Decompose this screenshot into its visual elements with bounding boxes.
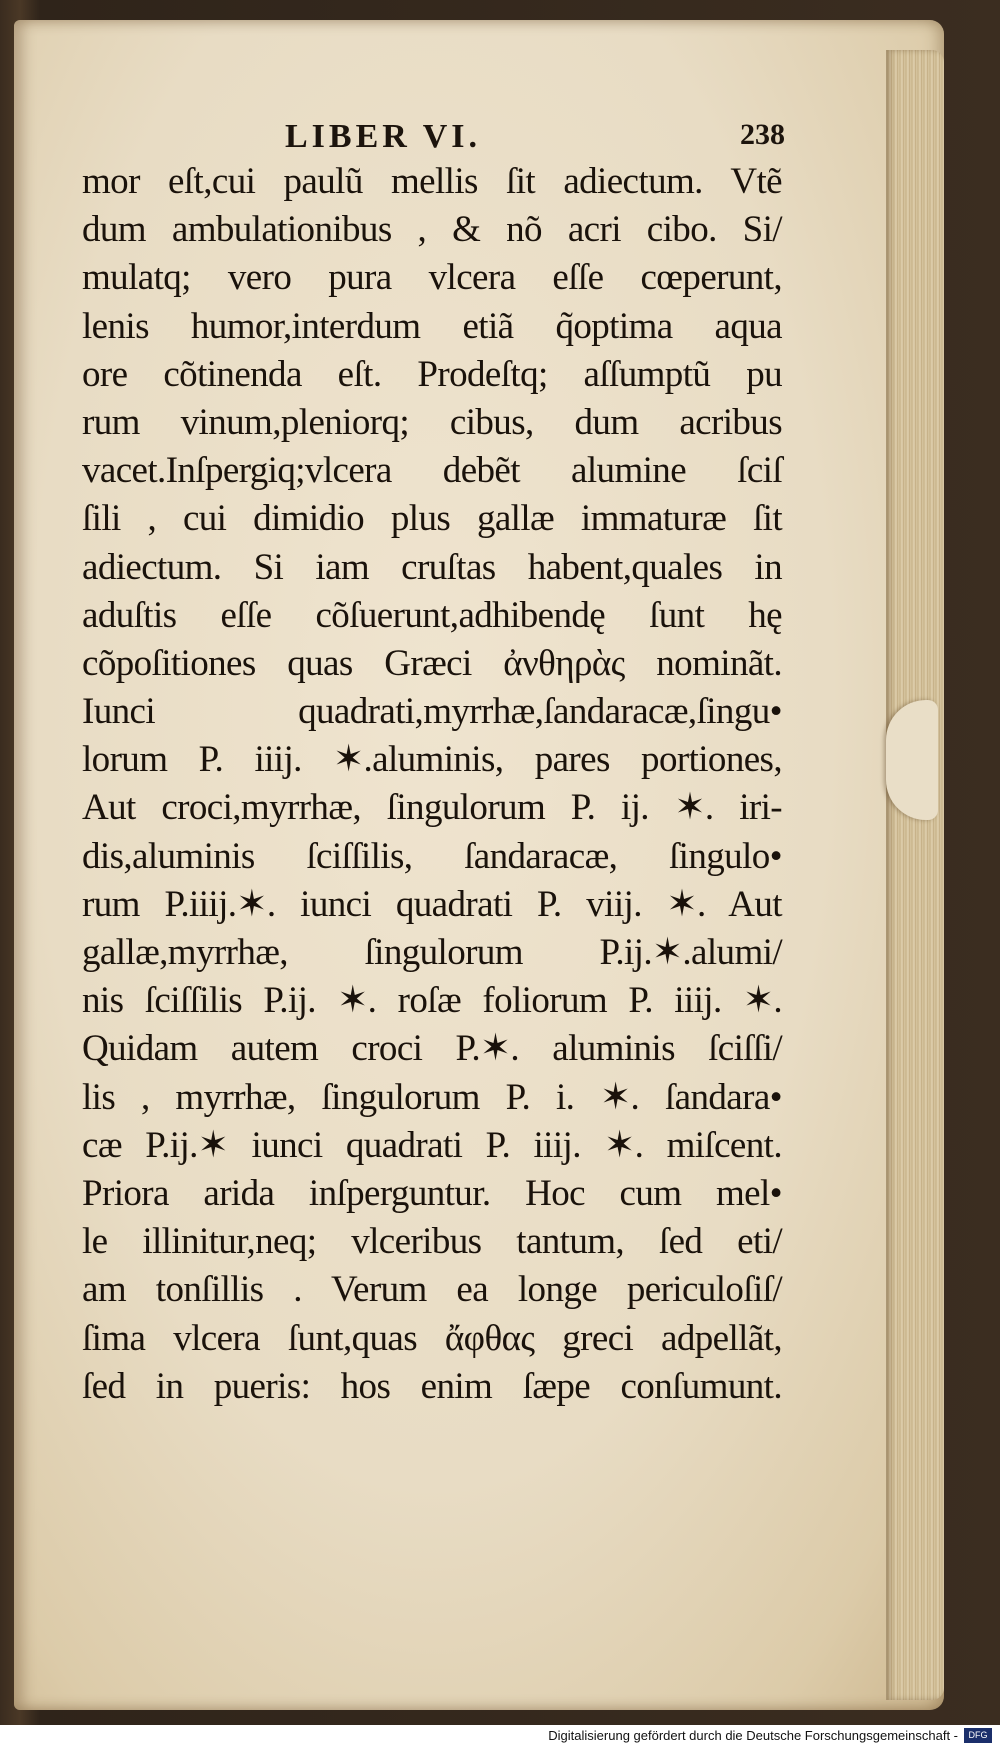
page-fore-edge: [886, 50, 944, 1700]
text-line: adiectum. Si iam cruſtas habent,quales in: [82, 546, 782, 588]
running-head-title: LIBER VI.: [285, 118, 481, 155]
text-line: mulatq; vero pura vlcera eſſe cœperunt,: [82, 257, 782, 299]
text-line: rum vinum,pleniorq; cibus, dum acribus: [82, 401, 782, 443]
text-line: ſili , cui dimidio plus gallæ immaturæ ſit: [82, 498, 782, 540]
text-line: ſed in pueris: hos enim ſæpe conſumunt.: [82, 1365, 782, 1407]
text-line: Aut croci,myrrhæ, ſingulorum P. ij. ✶. iri-: [82, 787, 782, 829]
text-line: ſima vlcera ſunt,quas ἄφθας greci adpellãt,: [82, 1317, 782, 1359]
text-line: rum P.iiij.✶. iunci quadrati P. viij. ✶. Aut: [82, 883, 782, 925]
text-line: am tonſillis . Verum ea longe periculoſiſ/: [82, 1269, 782, 1311]
text-line: vacet.Inſpergiq;vlcera debẽt alumine ſciſ: [82, 450, 782, 492]
text-line: Iunci quadrati,myrrhæ,ſandaracæ,ſingu•: [82, 691, 782, 733]
folio-number: 238: [740, 118, 785, 151]
text-line: lenis humor,interdum etiã q̃optima aqua: [82, 305, 782, 347]
text-line: dis,aluminis ſciſſilis, ſandaracæ, ſingulo•: [82, 835, 782, 877]
text-line: gallæ,myrrhæ, ſingulorum P.ij.✶.alumi/: [82, 932, 782, 973]
book-clasp: [886, 700, 938, 820]
text-line: nis ſciſſilis P.ij. ✶. roſæ foliorum P. iiij. ✶.: [82, 980, 782, 1022]
text-line: cæ P.ij.✶ iunci quadrati P. iiij. ✶. miſcent.: [82, 1124, 782, 1166]
digitization-footer: [0, 1725, 1000, 1747]
text-line: cõpoſitiones quas Græci ἀνθηρὰς nominãt.: [82, 642, 782, 684]
footer-credit-text: Digitalisierung gefördert durch die Deutsche Forschungsgemeinschaft -: [548, 1728, 958, 1743]
text-line: ore cõtinenda eſt. Prodeſtq; aſſumptũ pu: [82, 353, 782, 395]
text-line: Priora arida inſperguntur. Hoc cum mel•: [82, 1172, 782, 1214]
text-line: aduſtis eſſe cõſuerunt,adhibendę ſunt hę: [82, 594, 782, 636]
text-line: mor eſt,cui paulũ mellis ſit adiectum. Vtẽ: [82, 161, 782, 202]
text-block: [82, 158, 782, 1411]
text-line: lorum P. iiij. ✶.aluminis, pares portiones,: [82, 739, 782, 781]
text-line: le illinitur,neq; vlceribus tantum, ſed eti/: [82, 1221, 782, 1263]
text-line: Quidam autem croci P.✶. aluminis ſciſſi/: [82, 1028, 782, 1070]
dfg-logo: DFG: [964, 1728, 992, 1743]
running-head: [285, 118, 785, 158]
text-line: lis , myrrhæ, ſingulorum P. i. ✶. ſandara•: [82, 1076, 782, 1118]
text-line: dum ambulationibus , & nõ acri cibo. Si/: [82, 209, 782, 251]
